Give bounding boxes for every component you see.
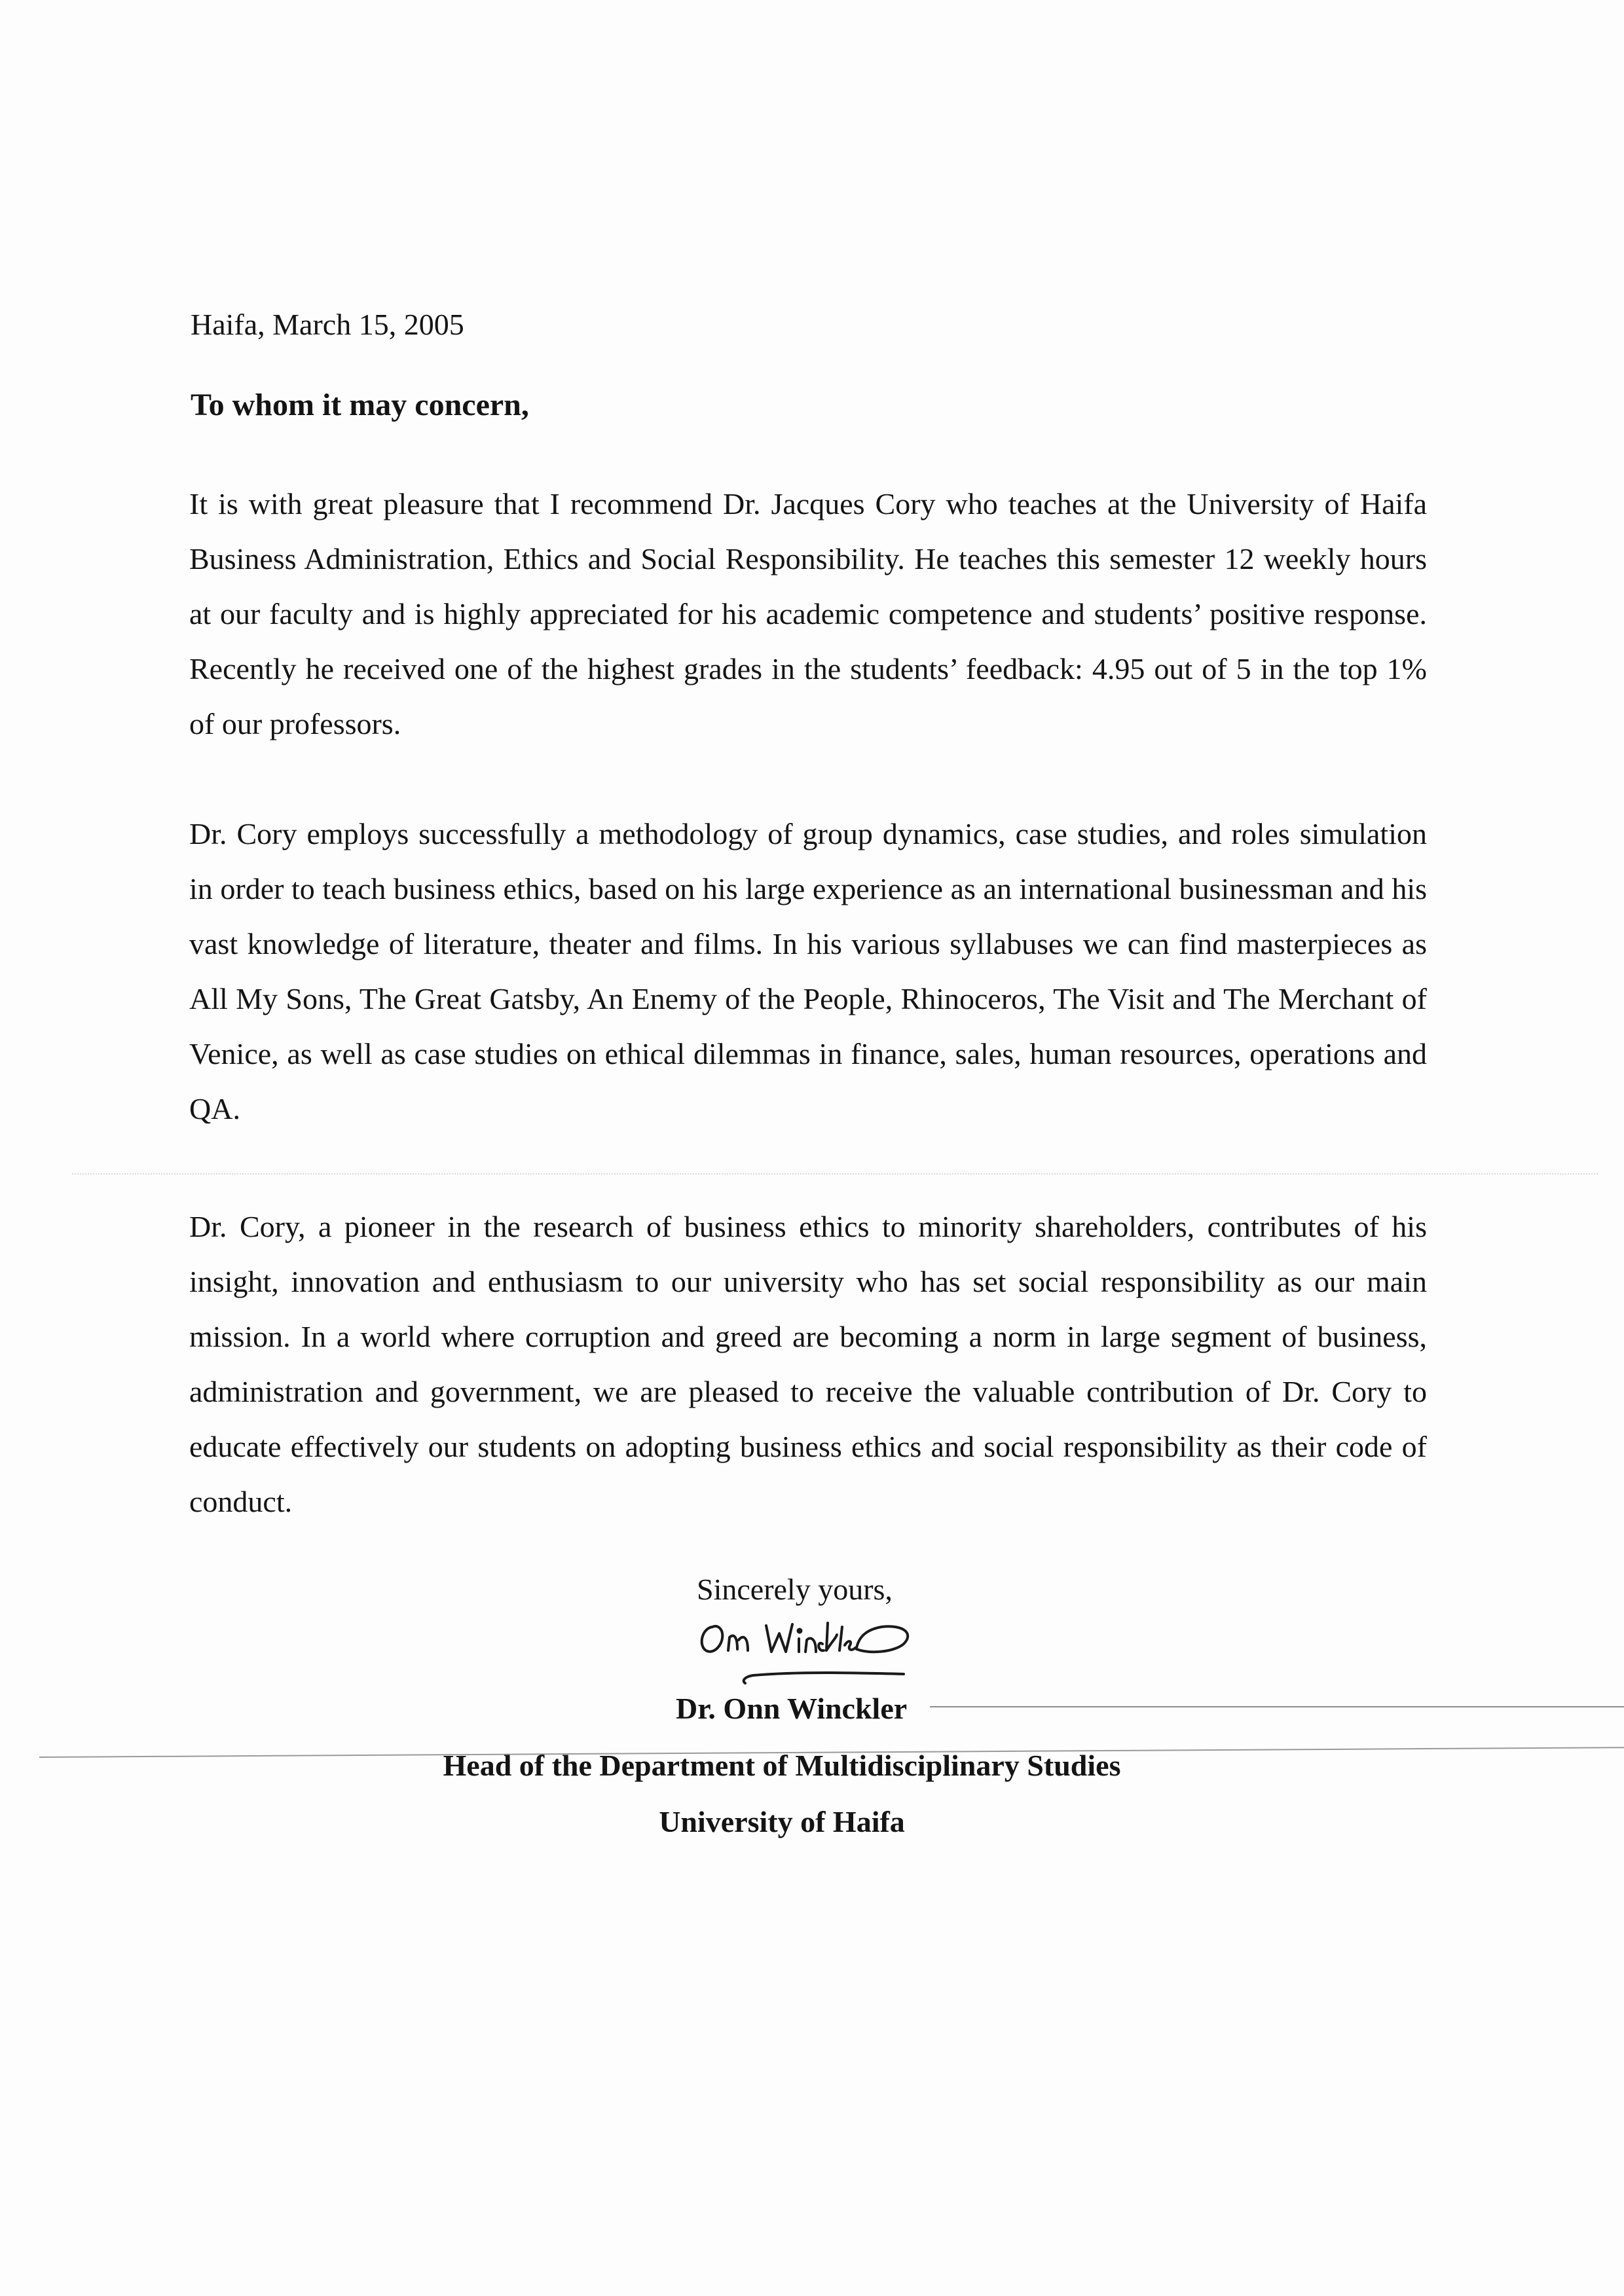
signer-title xyxy=(0,1747,1624,1784)
closing: Sincerely yours, xyxy=(697,1573,893,1606)
fold-line xyxy=(72,1173,1598,1175)
salutation: To whom it may concern, xyxy=(191,388,529,422)
signature-line xyxy=(930,1706,1624,1707)
signer-name: Dr. Onn Winckler xyxy=(676,1692,908,1725)
paragraph-2 xyxy=(189,807,1427,1137)
signer-institution xyxy=(0,1804,1624,1840)
paragraph-3 xyxy=(189,1199,1427,1529)
paragraph-text: It is with great pleasure that I recommend Dr. Jacques Cory who teaches at the University of Haifa Business Administration, Ethics and Social Responsibility. He teaches this semester 12 weekly hours at our faculty and is highly appreciated for his academic competence and students’ positive response. Recently he received one of the highest grades in the students’ feedback: 4.95 out of 5 in the top 1% of our professors. xyxy=(189,487,1427,740)
letter-date: Haifa, March 15, 2005 xyxy=(191,308,464,341)
signer-title-text: Head of the Department of Multidisciplinary Studies xyxy=(443,1749,1121,1782)
paragraph-1 xyxy=(189,477,1427,752)
paragraph-text: Dr. Cory, a pioneer in the research of business ethics to minority shareholders, contributes of his insight, innovation and enthusiasm to our university who has set social responsibility as our main mission. In a world where corruption and greed are becoming a norm in large segment of business, administration and government, we are pleased to receive the valuable contribution of Dr. Cory to educate effectively our students on adopting business ethics and social responsibility as their code of conduct. xyxy=(189,1210,1427,1518)
signer-institution-text: University of Haifa xyxy=(659,1805,905,1838)
paragraph-text: Dr. Cory employs successfully a methodology of group dynamics, case studies, and roles simulation in order to teach business ethics, based on his large experience as an international businessman and his vast knowledge of literature, theater and films. In his various syllabuses we can find masterpieces as All My Sons, The Great Gatsby, An Enemy of the People, Rhinoceros, The Visit and The Merchant of Venice, as well as case studies on ethical dilemmas in finance, sales, human resources, operations and QA. xyxy=(189,817,1427,1125)
